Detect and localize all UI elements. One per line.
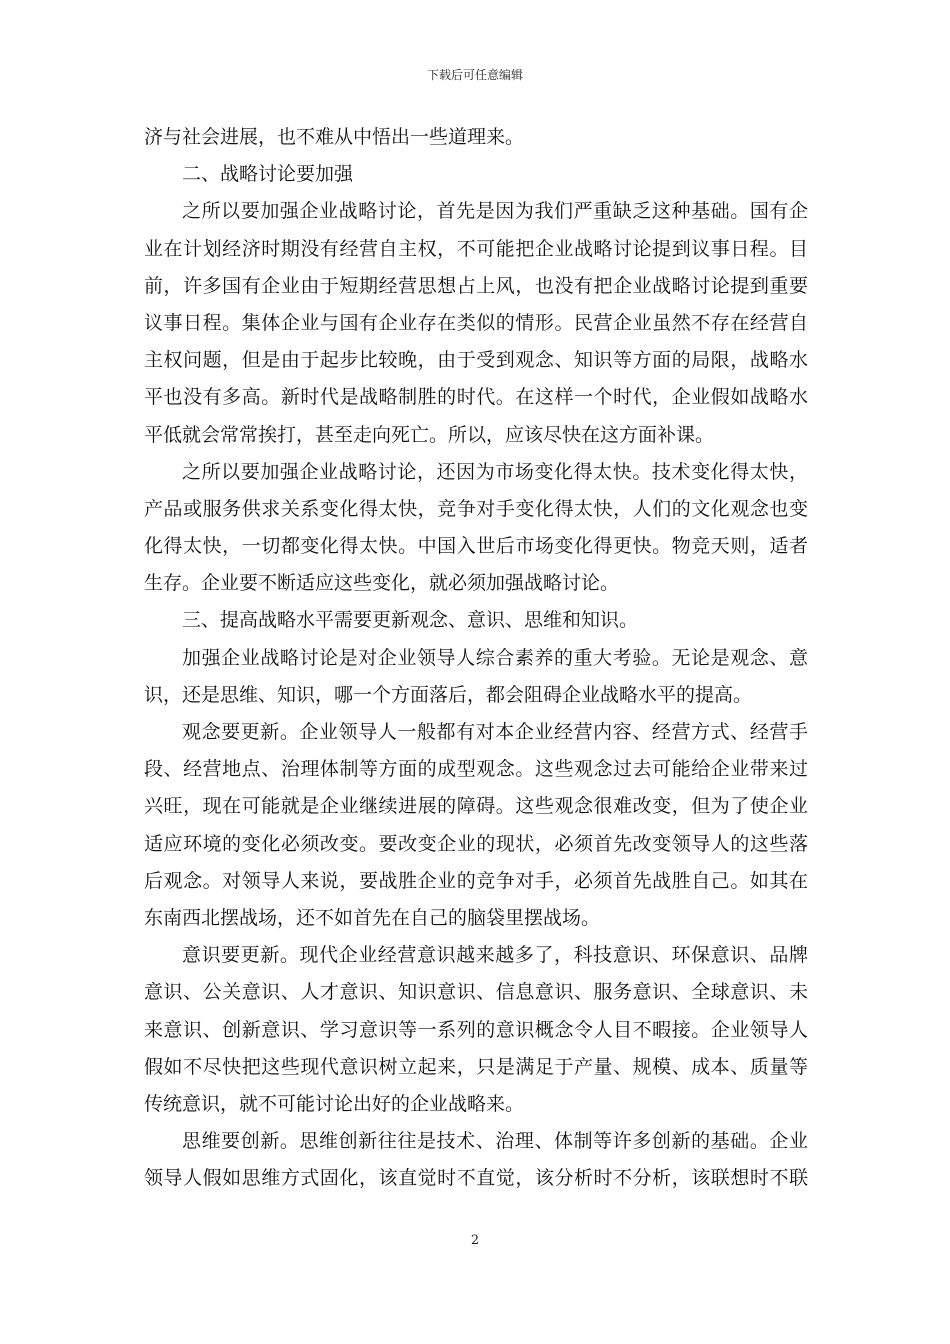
text-line: 平也没有多高。新时代是战略制胜的时代。在这样一个时代，企业假如战略水 xyxy=(144,386,808,409)
text-line: 东南西北摆战场，还不如首先在自己的脑袋里摆战场。 xyxy=(144,906,601,929)
document-body xyxy=(144,119,808,1197)
page-header: 下载后可任意编辑 xyxy=(426,68,523,82)
text-line: 来意识、创新意识、学习意识等一系列的意识概念令人目不暇接。企业领导人 xyxy=(144,1018,808,1041)
text-line: 识，还是思维、知识，哪一个方面落后，都会阻碍企业战略水平的提高。 xyxy=(144,683,753,706)
text-line: 领导人假如思维方式固化，该直觉时不直觉，该分析时不分析，该联想时不联 xyxy=(144,1167,808,1190)
text-line: 主权问题，但是由于起步比较晚，由于受到观念、知识等方面的局限，战略水 xyxy=(144,349,808,372)
text-line: 之所以要加强企业战略讨论，首先是因为我们严重缺乏这种基础。国有企 xyxy=(182,200,808,223)
text-line: 思维要创新。思维创新往往是技术、治理、体制等许多创新的基础。企业 xyxy=(182,1130,808,1153)
text-line: 适应环境的变化必须改变。要改变企业的现状，必须首先改变领导人的这些落 xyxy=(144,832,808,855)
text-line: 生存。企业要不断适应这些变化，就必须加强战略讨论。 xyxy=(144,572,620,595)
text-line: 观念要更新。企业领导人一般都有对本企业经营内容、经营方式、经营手 xyxy=(182,721,808,743)
text-line: 传统意识，就不可能讨论出好的企业战略来。 xyxy=(144,1092,525,1115)
text-line: 三、提高战略水平需要更新观念、意识、思维和知识。 xyxy=(182,609,639,632)
text-line: 兴旺，现在可能就是企业继续进展的障碍。这些观念很难改变，但为了使企业 xyxy=(144,795,808,818)
text-line: 化得太快，一切都变化得太快。中国入世后市场变化得更快。物竞天则，适者 xyxy=(144,535,808,558)
text-line: 段、经营地点、治理体制等方面的成型观念。这些观念过去可能给企业带来过 xyxy=(144,758,808,781)
text-line: 假如不尽快把这些现代意识树立起来，只是满足于产量、规模、成本、质量等 xyxy=(144,1055,808,1078)
text-line: 意识要更新。现代企业经营意识越来越多了，科技意识、环保意识、品牌 xyxy=(182,944,808,967)
text-line: 前，许多国有企业由于短期经营思想占上风，也没有把企业战略讨论提到重要 xyxy=(144,274,808,297)
text-line: 二、战略讨论要加强 xyxy=(182,163,354,186)
text-line: 业在计划经济时期没有经营自主权，不可能把企业战略讨论提到议事日程。目 xyxy=(144,237,808,260)
text-line: 产品或服务供求关系变化得太快，竞争对手变化得太快，人们的文化观念也变 xyxy=(144,497,808,520)
text-line: 意识、公关意识、人才意识、知识意识、信息意识、服务意识、全球意识、未 xyxy=(144,981,808,1004)
text-line: 加强企业战略讨论是对企业领导人综合素养的重大考验。无论是观念、意 xyxy=(182,646,808,669)
text-line: 后观念。对领导人来说，要战胜企业的竞争对手，必须首先战胜自己。如其在 xyxy=(144,869,808,892)
page-number: 2 xyxy=(470,1233,480,1248)
text-line: 济与社会进展，也不难从中悟出一些道理来。 xyxy=(144,126,525,148)
text-line: 议事日程。集体企业与国有企业存在类似的情形。民营企业虽然不存在经营自 xyxy=(144,311,808,334)
text-line: 平低就会常常挨打，甚至走向死亡。所以，应该尽快在这方面补课。 xyxy=(144,423,715,446)
text-line: 之所以要加强企业战略讨论，还因为市场变化得太快。技术变化得太快， xyxy=(182,460,808,483)
